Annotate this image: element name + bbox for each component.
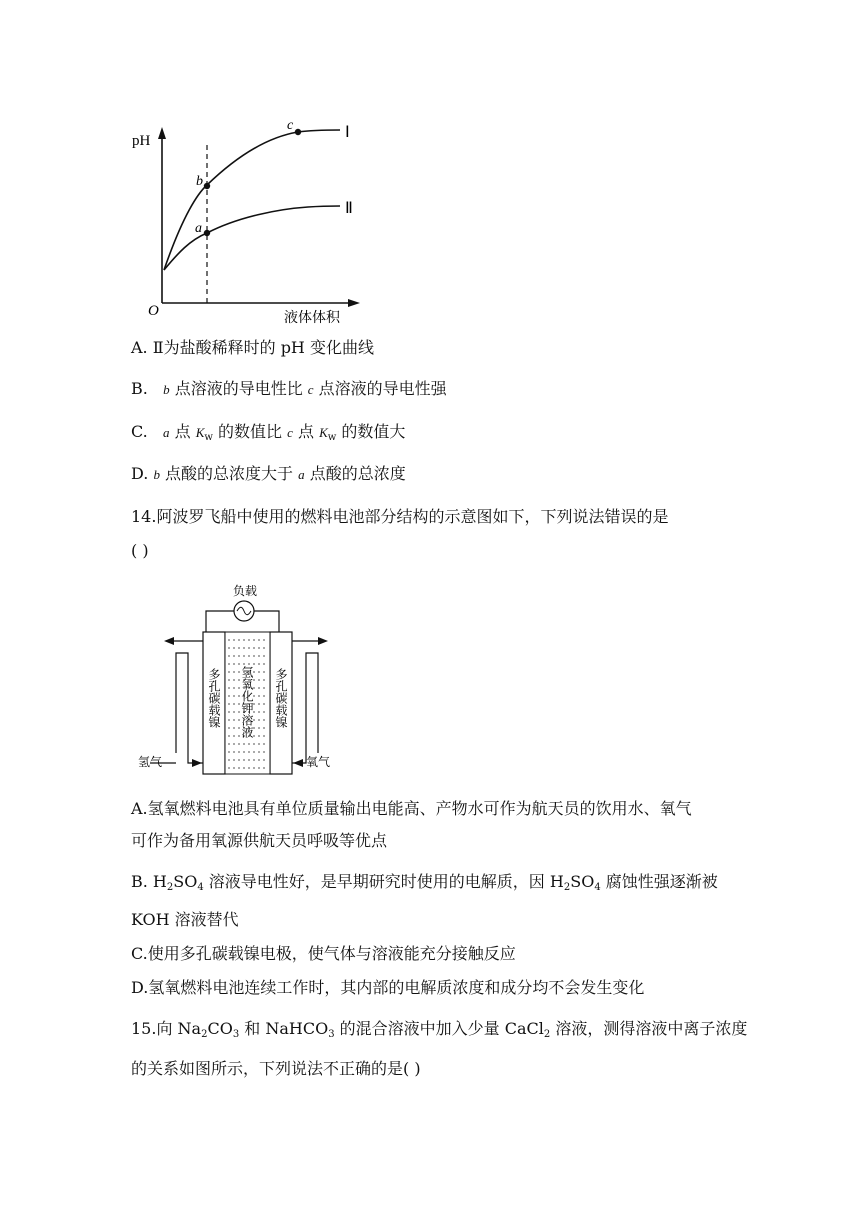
- electrolyte-label: 氢氧化钾溶液: [240, 666, 254, 738]
- curve-2-label: Ⅱ: [345, 200, 353, 217]
- q14-paren: ( ): [131, 541, 149, 560]
- x-axis-label: 液体体积: [284, 310, 340, 326]
- right-electrode-label: 多孔碳载镍: [274, 668, 288, 728]
- q13-option-c: C. a 点 $K_w$ 的数值比 c 点 $K_w$ 的数值大: [131, 422, 406, 443]
- right-gas-channel: [292, 653, 318, 763]
- q13-option-b: B. b 点溶液的导电性比 c 点溶液的导电性强: [131, 379, 447, 398]
- left-gas-label: 氢气: [138, 755, 163, 769]
- q14-option-a-line2: 可作为备用氧源供航天员呼吸等优点: [131, 831, 388, 850]
- q14-option-c: C.使用多孔碳载镍电极，使气体与溶液能充分接触反应: [131, 944, 516, 963]
- curve-1: [164, 130, 340, 270]
- q14-option-d: D.氢氧燃料电池连续工作时，其内部的电解质浓度和成分均不会发生变化: [131, 978, 645, 997]
- origin-label: O: [148, 303, 159, 319]
- load-wire: [206, 611, 234, 632]
- left-gas-channel: [176, 653, 203, 763]
- left-outflow-arrow: [164, 637, 174, 645]
- y-axis-arrow: [158, 127, 166, 139]
- point-a-label: a: [195, 221, 202, 236]
- y-axis-label: pH: [132, 133, 151, 149]
- point-b-dot: [204, 183, 210, 189]
- q14-stem: 14.阿波罗飞船中使用的燃料电池部分结构的示意图如下，下列说法错误的是: [131, 507, 669, 526]
- q15-stem-line1: 15.向 $Na_2CO_3$ 和 NaHCO$_3$ 的混合溶液中加入少量 CaCl$_2$ 溶液，测得溶液中离子浓度: [131, 1019, 748, 1040]
- fuel-cell-figure: [130, 578, 335, 778]
- q14-option-a-line1: A.氢氧燃料电池具有单位质量输出电能高、产物水可作为航天员的饮用水、氧气: [131, 799, 692, 818]
- left-electrode-label: 多孔碳载镍: [207, 668, 221, 728]
- curve-1-label: Ⅰ: [345, 124, 350, 141]
- q15-stem-line2: 的关系如图所示，下列说法不正确的是( ): [131, 1059, 421, 1078]
- left-inflow-arrow: [192, 759, 202, 767]
- ph-dilution-figure: [128, 115, 368, 330]
- curve-2: [164, 206, 340, 270]
- q14-option-b-line1: B. $H_2SO_4$ 溶液导电性好，是早期研究时使用的电解质，因 $H_2SO_4$ 腐蚀性强逐渐被: [131, 872, 718, 893]
- point-c-dot: [295, 129, 301, 135]
- load-wire-right: [254, 611, 279, 632]
- point-b-label: b: [196, 174, 203, 189]
- q14-option-b-line2: KOH 溶液替代: [131, 910, 239, 929]
- x-axis-arrow: [348, 299, 360, 307]
- q13-option-a: A. Ⅱ为盐酸稀释时的 pH 变化曲线: [131, 338, 374, 357]
- right-gas-label: 氧气: [306, 755, 331, 769]
- right-inflow-arrow: [293, 759, 303, 767]
- q13-option-d: D. b 点酸的总浓度大于 a 点酸的总浓度: [131, 464, 406, 483]
- point-c-label: c: [287, 118, 294, 133]
- point-a-dot: [204, 230, 210, 236]
- load-label: 负载: [233, 584, 258, 598]
- right-outflow-arrow: [318, 637, 328, 645]
